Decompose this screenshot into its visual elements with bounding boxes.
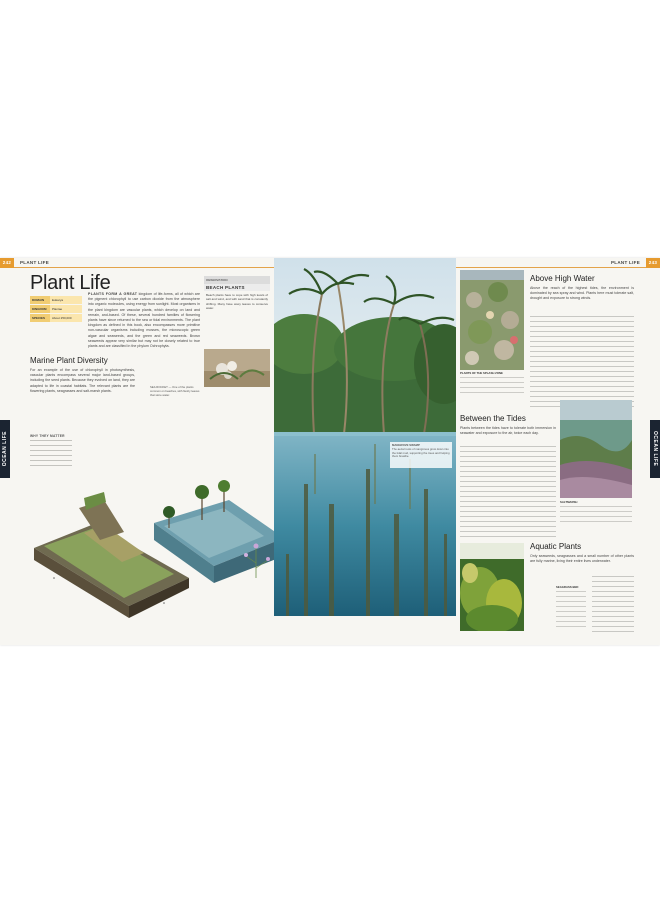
page-title: Plant Life	[30, 272, 111, 294]
heading-aquatic-plants: Aquatic Plants	[530, 542, 582, 551]
page-number-right: 243	[646, 258, 660, 268]
intro-lead: PLANTS FORM A GREAT	[88, 292, 138, 296]
text-between-the-tides-lines	[460, 446, 556, 538]
feature-box	[204, 276, 270, 396]
feature-caption: SEA ROCKET — One of the plants common on beaches, with fleshy leaves that store water.	[150, 385, 200, 397]
section-label-left: PLANT LIFE	[20, 260, 49, 265]
text-above-high-water-lines	[530, 316, 634, 411]
classification-value: Plantae	[50, 305, 82, 313]
section-heading: Marine Plant Diversity	[30, 356, 108, 365]
classification-box	[30, 296, 82, 323]
text-aquatic-plants-lines	[592, 576, 634, 634]
caption-saltmarsh: SALTMARSH	[560, 500, 578, 504]
seagrass-photo	[460, 543, 524, 631]
caption-saltmarsh-text	[560, 506, 632, 522]
text-above-high-water: Above the reach of the highest tides, the environment is dominated by sea spray and wind. Plants here must tolerate salt, drought and exposure to strong winds.	[530, 286, 634, 301]
caption-seagrass-text	[556, 591, 586, 631]
classification-key: SPECIES	[30, 314, 50, 322]
text-aquatic-plants: Only seaweeds, seagrasses and a small number of other plants are fully marine, living their entire lives underwater.	[530, 554, 634, 564]
classification-row	[30, 305, 82, 313]
classification-row	[30, 296, 82, 304]
splash-zone-photo	[460, 270, 524, 370]
classification-row	[30, 314, 82, 322]
saltmarsh-photo	[560, 400, 632, 498]
text-between-the-tides: Plants between the tides have to tolerate both immersion in seawater and exposure to the air, twice each day.	[460, 426, 556, 436]
side-tab-right-label: OCEAN LIFE	[652, 431, 658, 467]
intro-text	[88, 292, 200, 354]
sub-heading: WHY THEY MATTER	[30, 434, 65, 438]
classification-value: About 250,000	[50, 314, 82, 322]
feature-title: BEACH PLANTS	[204, 284, 270, 291]
caption-splash-zone-text	[460, 377, 524, 393]
classification-key: DOMAIN	[30, 296, 50, 304]
section-label-right: PLANT LIFE	[611, 260, 640, 265]
book-spread	[0, 258, 660, 645]
running-header-left	[0, 258, 275, 268]
caption-splash-zone: PLANTS OF THE SPLASH ZONE	[460, 371, 503, 375]
coastal-habitat-illustration	[24, 428, 274, 618]
photo-caption-text: The aerial roots of mangroves grow down into the tidal mud, supporting the trees and helping them breathe.	[392, 447, 450, 459]
heading-between-the-tides: Between the Tides	[460, 414, 526, 423]
mangrove-photo	[274, 258, 456, 616]
section-text: For an example of the use of chlorophyll in photosynthesis, vascular plants encompass several major land-based groups, including the seed plants. Because they evolved on land, they are adapted to life in coastal habitats. The relevant plants are the flowering plants, seagrasses and salt-marsh plants.	[30, 368, 135, 393]
classification-key: KINGDOM	[30, 305, 50, 313]
side-tab-left-label: OCEAN LIFE	[2, 431, 8, 467]
beach-plant-photo	[204, 349, 270, 387]
feature-text: Beach plants have to cope with high levels of salt and wind, and with sand that is constantly shifting. Many have waxy leaves to conserve water.	[206, 293, 268, 310]
feature-label: OBSERVATION	[204, 276, 270, 284]
side-tab-left	[0, 420, 10, 478]
photo-caption-label: MANGROVE SWAMP	[392, 443, 420, 447]
intro-body: kingdom of life-forms, all of which are the pigment chlorophyll to use carbon dioxide from the atmosphere into organic molecules, using energy from sunlight. Most organisms in the plant kingdom are vascular plants, which develop on land and remain, and-based. Of these, several hundred families of flowering plants have since returned to the sea or tidal environments. The plant kingdom as defined in this book, also encompasses more primitive non-vascular organisms including mosses, the microscopic green algae and seaweeds, and the green and red seaweeds. Brown seaweeds appear very similar but may not be closely related to true plants and are classified in the phylum Ochrophyta.	[88, 292, 200, 349]
side-tab-right	[650, 420, 660, 478]
classification-value: Eukarya	[50, 296, 82, 304]
heading-above-high-water: Above High Water	[530, 274, 595, 283]
photo-caption-box	[390, 442, 452, 468]
page-number-left: 242	[0, 258, 14, 268]
caption-seagrass: SEAGRASS BED	[556, 585, 579, 589]
